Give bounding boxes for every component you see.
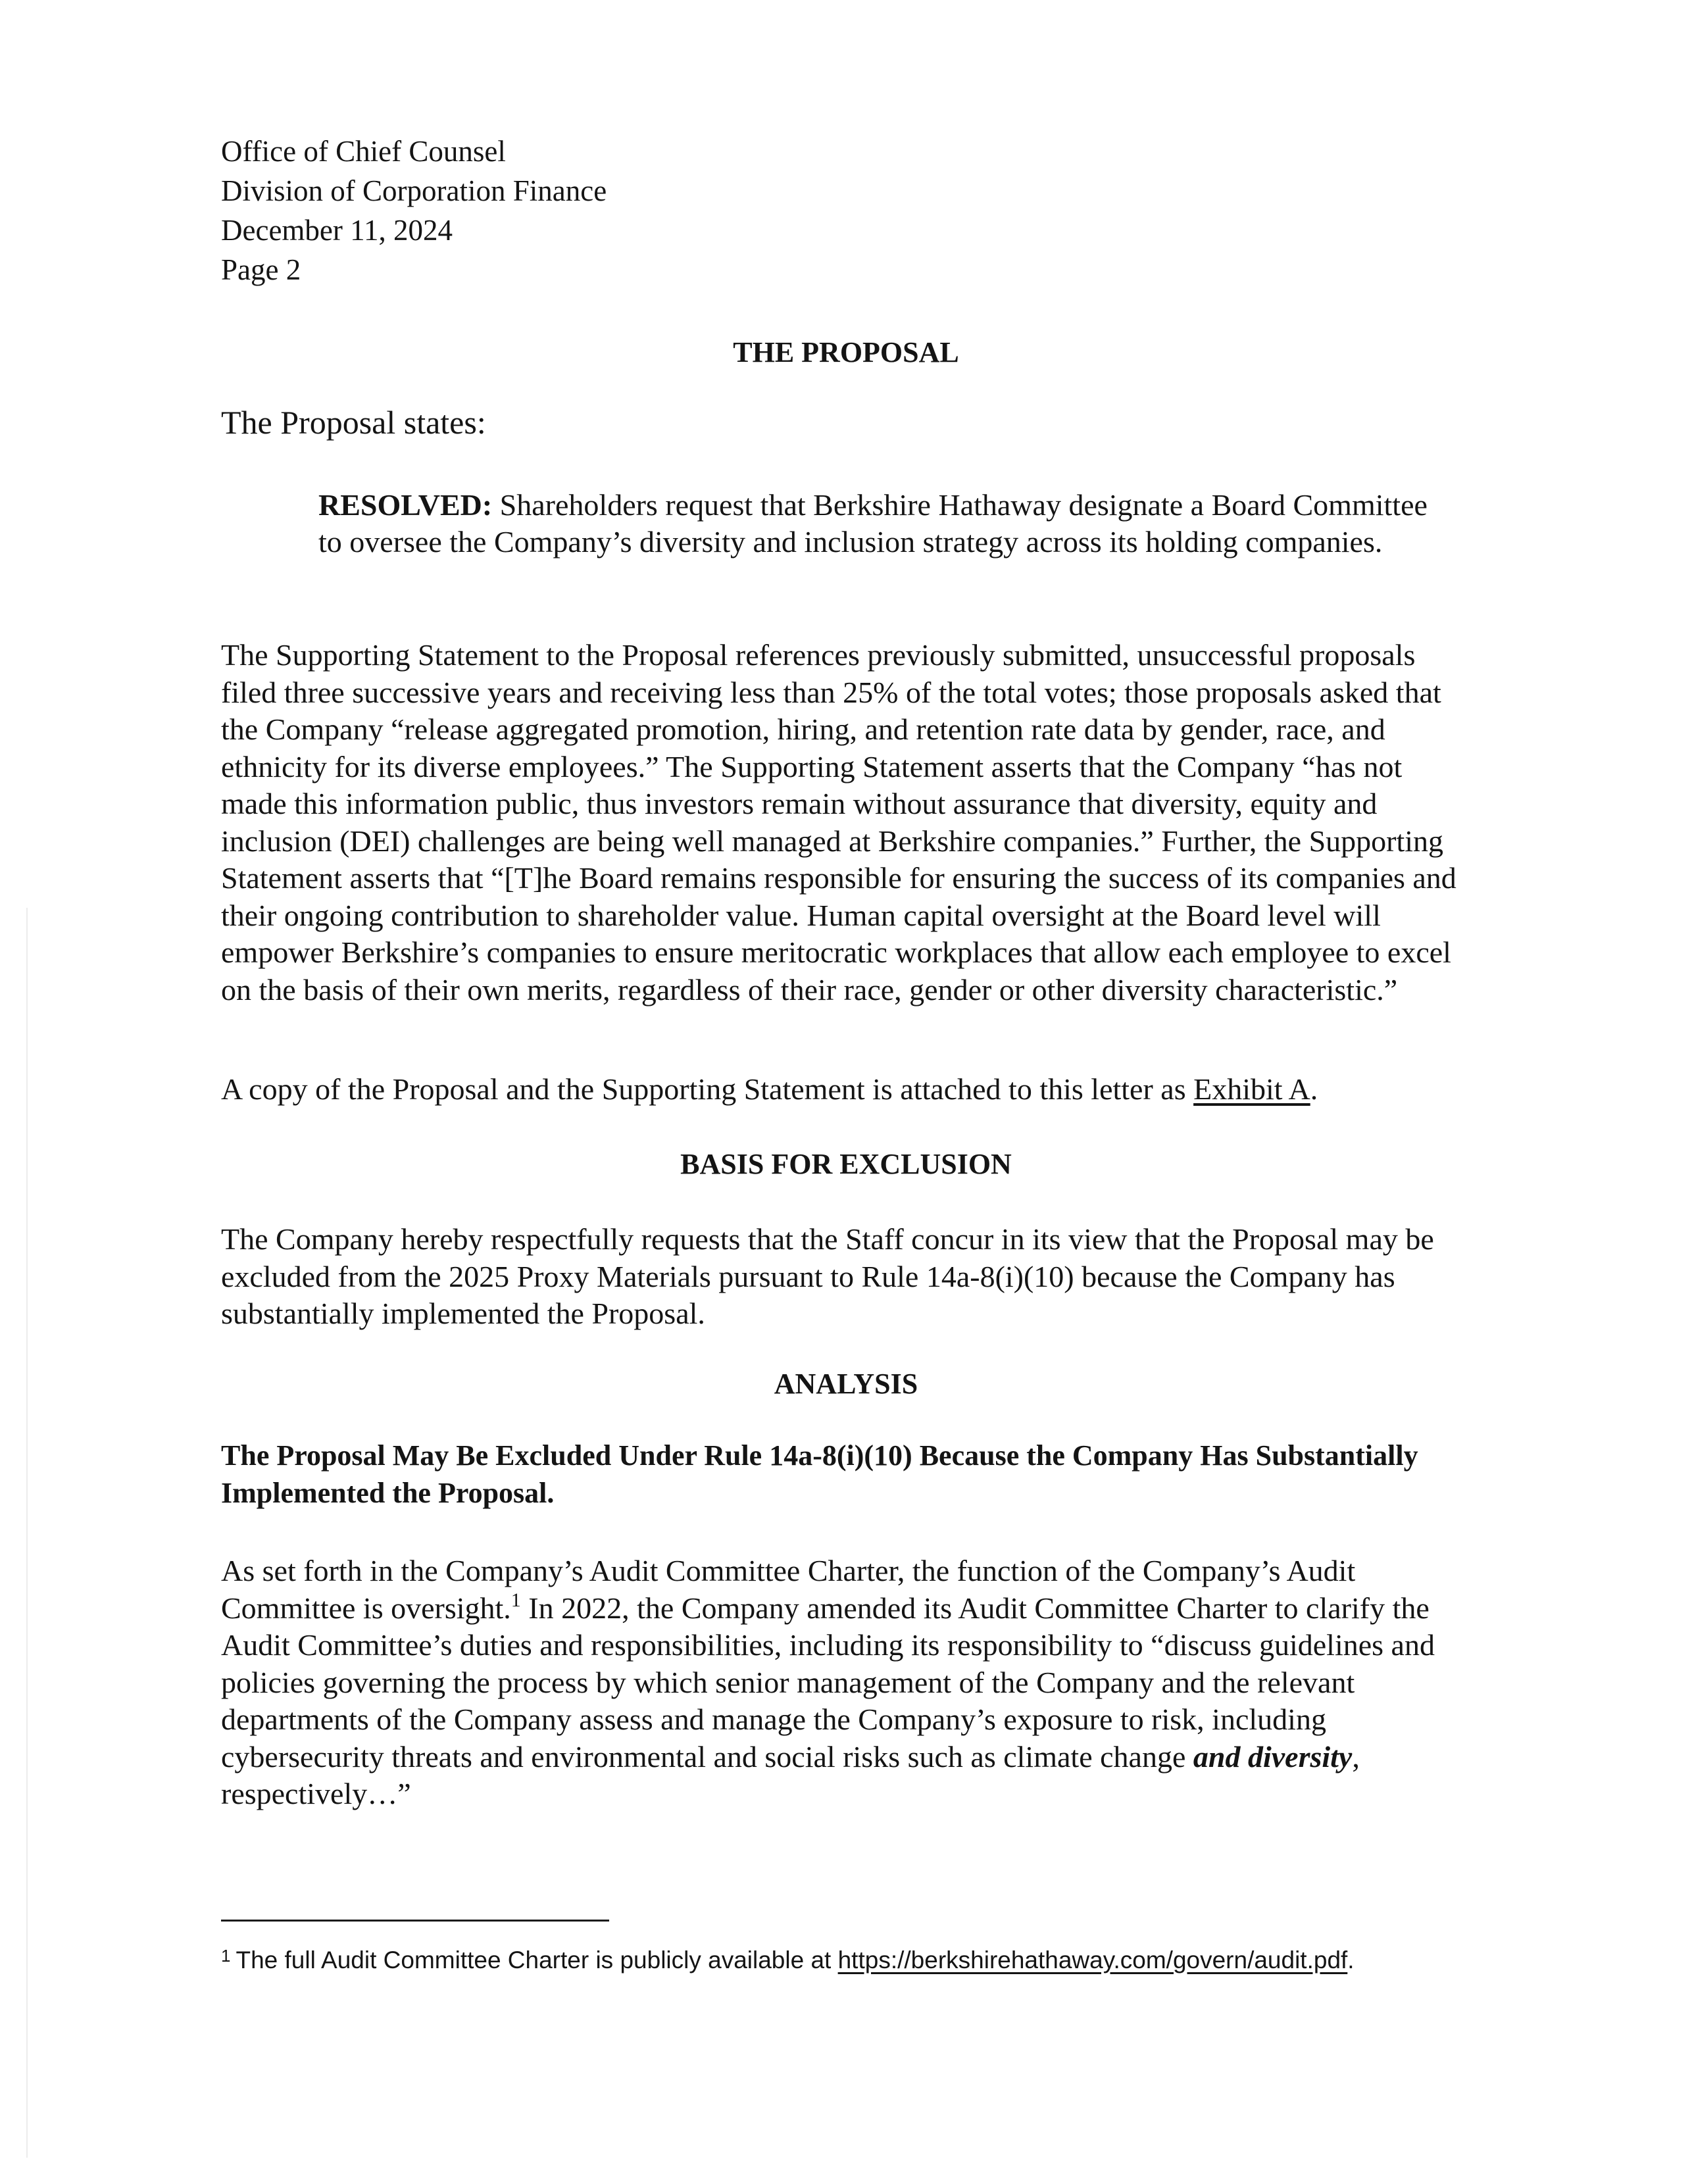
analysis-heading: ANALYSIS <box>774 1368 918 1400</box>
resolved-text: Shareholders request that Berkshire Hathaway designate a Board Committee to oversee the Company’s diversity and inclusion strategy across its holding companies. <box>318 488 1428 558</box>
footnote <box>221 1939 1537 1977</box>
header-division: Division of Corporation Finance <box>221 174 607 207</box>
exhibit-paragraph <box>221 1071 1471 1108</box>
footnote-divider <box>221 1920 609 1922</box>
scan-edge-mark <box>26 908 28 2158</box>
analysis-text-3: , respectively…” <box>221 1739 1360 1810</box>
proposal-heading: THE PROPOSAL <box>733 336 959 368</box>
supporting-statement-paragraph: The Supporting Statement to the Proposal references previously submitted, unsuccessful proposals filed three successive years and receiving less than 25% of the total votes; those proposals asked that the Company “release aggregated promotion, hiring, and retention rate data by gender, race, and ethnicity for its diverse employees.” The Supporting Statement asserts that the Company “has not made this information public, thus investors remain without assurance that diversity, equity and inclusion (DEI) challenges are being well managed at Berkshire companies.” Further, the Supporting Statement asserts that “[T]he Board remains responsible for ensuring the success of its companies and their ongoing contribution to shareholder value. Human capital oversight at the Board level will empower Berkshire’s companies to ensure meritocratic workplaces that allow each employee to excel on the basis of their own merits, regardless of their race, gender or other diversity characteristic.” <box>221 638 1456 1006</box>
footnote-reference: 1 <box>510 1589 521 1611</box>
letter-header <box>221 132 1471 289</box>
exhibit-text: A copy of the Proposal and the Supporting Statement is attached to this letter as <box>221 1072 1194 1106</box>
analysis-text-1: As set forth in the Company’s Audit Committee Charter, the function of the Company’s Audit Committee is oversight. <box>221 1554 1356 1625</box>
basis-heading: BASIS FOR EXCLUSION <box>680 1148 1012 1180</box>
header-date: December 11, 2024 <box>221 214 453 247</box>
exhibit-period: . <box>1310 1072 1318 1106</box>
analysis-text-2: In 2022, the Company amended its Audit Committee Charter to clarify the Audit Committee’s duties and responsibilities, including its responsibility to “discuss guidelines and policies governing the process by which senior management of the Company and the relevant departments of the Company assess and manage the Company’s exposure to risk, including cybersecurity threats and environmental and social risks such as climate change <box>221 1591 1435 1774</box>
resolved-label: RESOLVED: <box>318 488 493 522</box>
basis-paragraph: The Company hereby respectfully requests that the Staff concur in its view that the Proposal may be excluded from the 2025 Proxy Materials pursuant to Rule 14a-8(i)(10) because the Company has substantially implemented the Proposal. <box>221 1222 1434 1330</box>
analysis-emphasis: and diversity <box>1193 1739 1353 1774</box>
footnote-text: The full Audit Committee Charter is publicly available at <box>236 1947 838 1973</box>
header-page-number: Page 2 <box>221 253 301 286</box>
analysis-paragraph <box>221 1552 1471 1813</box>
resolved-quote <box>318 487 1450 560</box>
analysis-subheading: The Proposal May Be Excluded Under Rule 14a-8(i)(10) Because the Company Has Substantially Implemented the Proposal. <box>221 1439 1418 1509</box>
footnote-end: . <box>1347 1947 1355 1973</box>
proposal-intro: The Proposal states: <box>221 404 486 441</box>
footnote-link[interactable]: https://berkshirehathaway.com/govern/audit.pdf <box>837 1947 1348 1973</box>
header-office: Office of Chief Counsel <box>221 135 506 168</box>
exhibit-a-reference: Exhibit A <box>1193 1072 1310 1106</box>
footnote-marker: 1 <box>221 1946 231 1966</box>
